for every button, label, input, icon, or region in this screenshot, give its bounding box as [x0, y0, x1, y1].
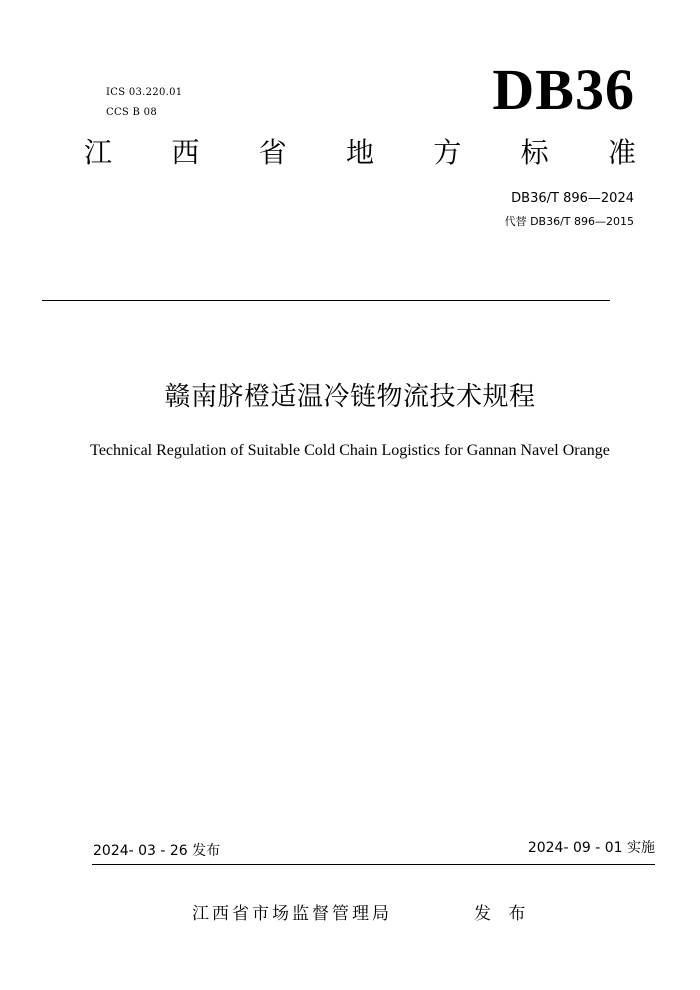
standard-type-char: 西 — [171, 136, 200, 169]
standard-logo: DB36 — [492, 57, 635, 122]
standard-number: DB36/T 896—2024 — [511, 191, 634, 206]
standard-type-char: 江 — [84, 136, 113, 169]
replaces-number: 代替 DB36/T 896—2015 — [504, 215, 634, 228]
issue-label: 发 布 — [474, 904, 532, 924]
ics-code: ICS 03.220.01 — [106, 87, 183, 98]
ccs-code: CCS B 08 — [106, 107, 157, 118]
standard-type-title — [84, 135, 636, 171]
standard-type-char: 地 — [345, 136, 374, 169]
bottom-divider — [92, 864, 655, 865]
standard-type-char: 标 — [520, 136, 549, 169]
standard-type-char: 省 — [258, 136, 287, 169]
publish-date: 2024- 03 - 26 发布 — [93, 843, 221, 859]
standard-type-char: 准 — [607, 136, 636, 169]
issuer-name: 江西省市场监督管理局 — [192, 904, 392, 924]
implement-date: 2024- 09 - 01 实施 — [527, 840, 655, 856]
document-title-en: Technical Regulation of Suitable Cold Chain Logistics for Gannan Navel Orange — [90, 442, 610, 459]
document-title-cn: 赣南脐橙适温冷链物流技术规程 — [164, 382, 536, 412]
standard-type-char: 方 — [433, 136, 462, 169]
top-divider — [42, 300, 610, 301]
